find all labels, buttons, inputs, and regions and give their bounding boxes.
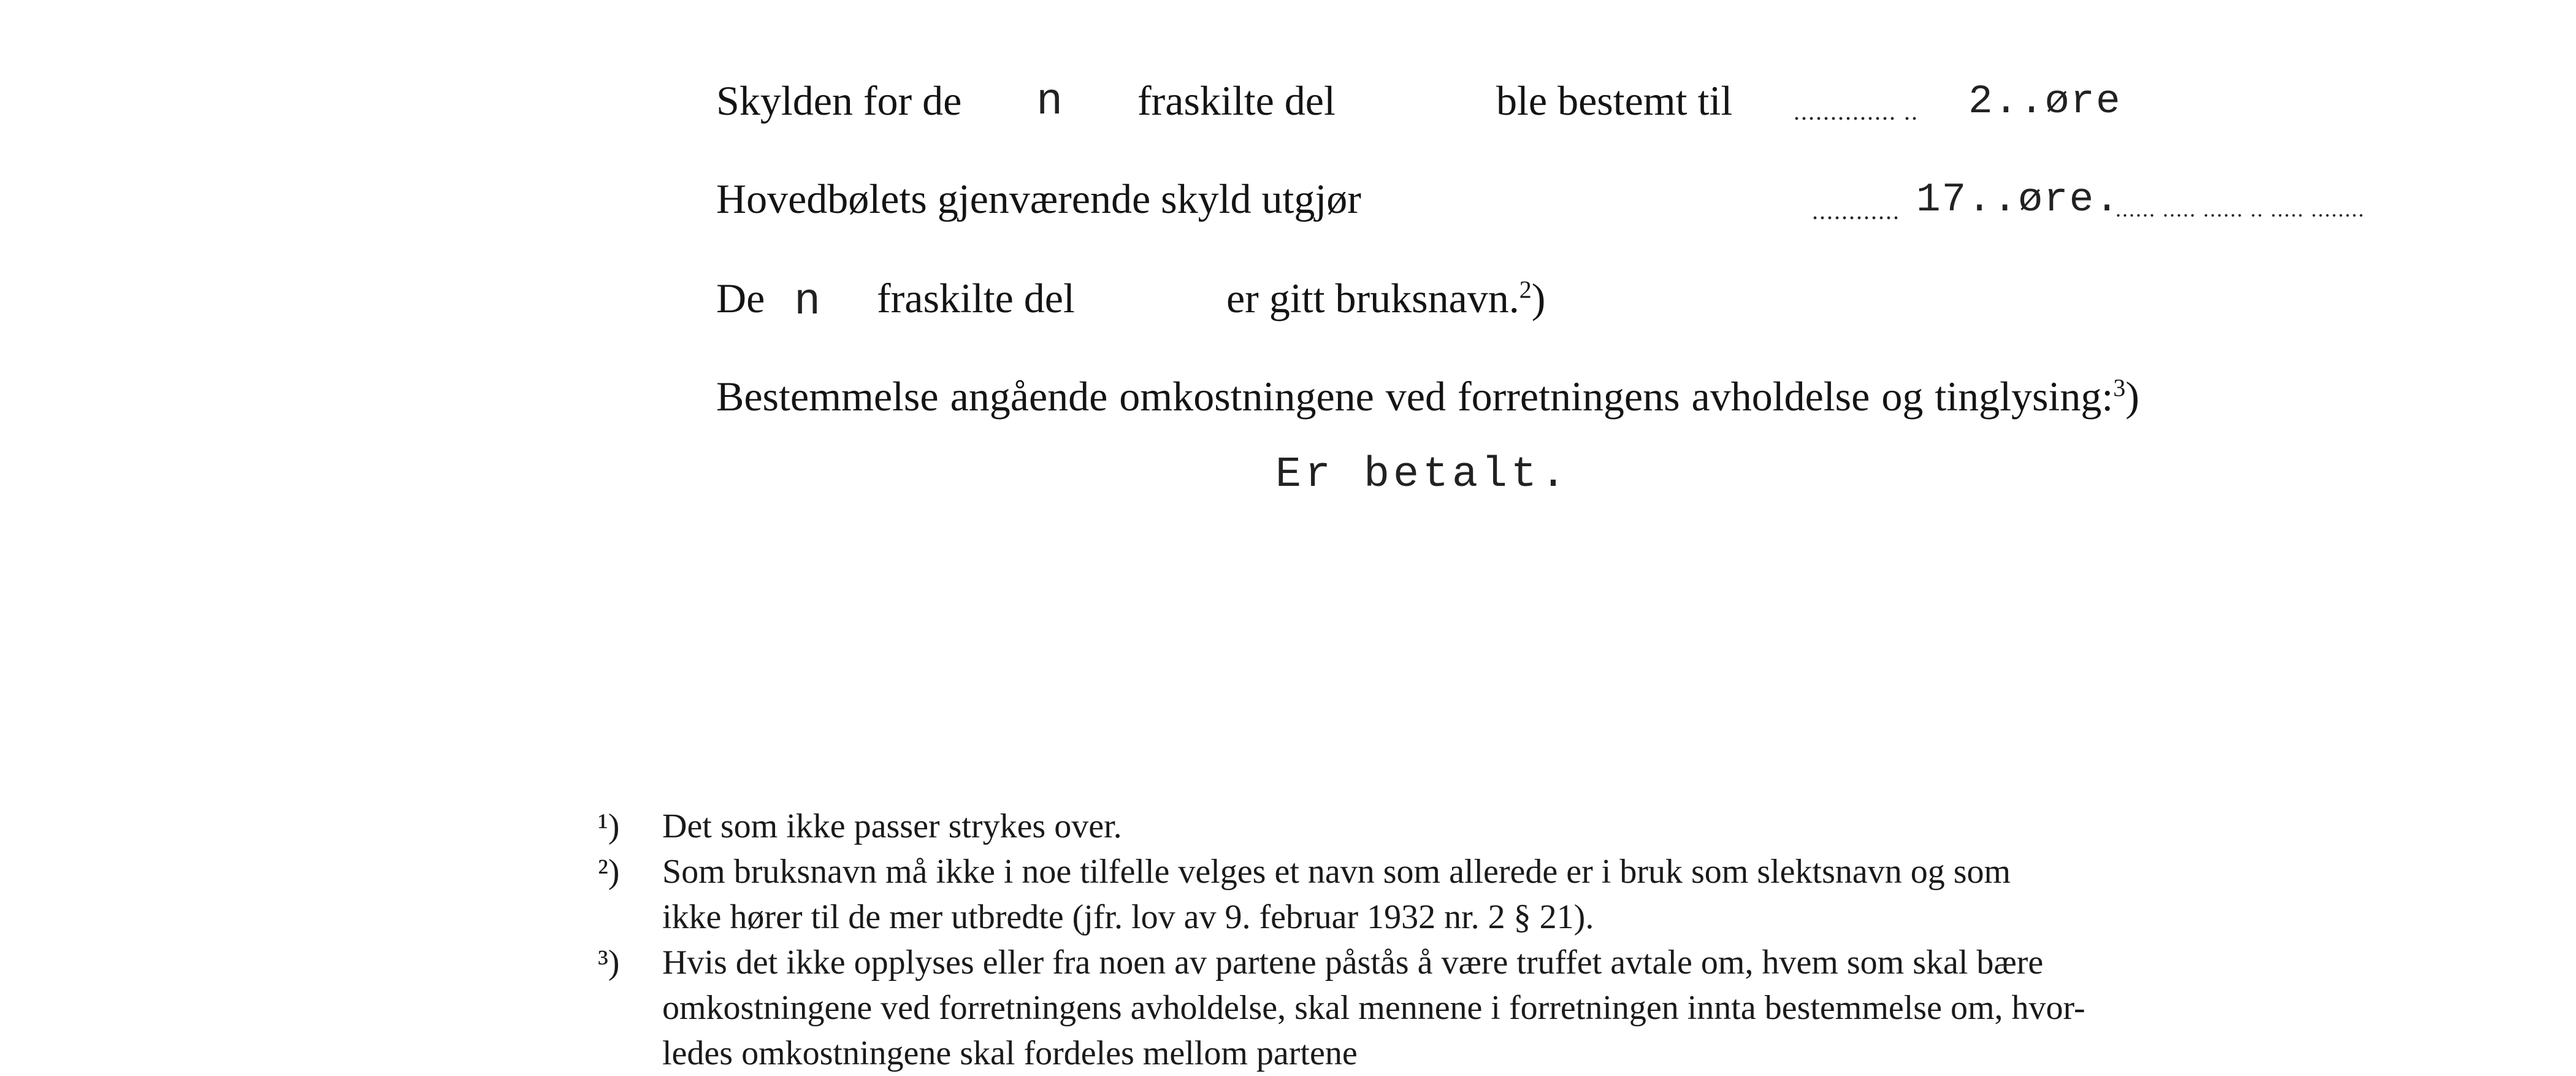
footnote-reference: 3 — [2113, 374, 2126, 402]
label-de: De — [716, 275, 765, 321]
dotted-leader: ............ — [1812, 197, 1900, 225]
footnote-text: Hvis det ikke opplyses eller fra noen av partene påstås å være truffet avtale om, hvem som skal bære — [662, 943, 2044, 982]
label-skylden-for-de: Skylden for de — [716, 77, 962, 124]
footnote-mark: ³) — [598, 943, 620, 982]
footnote-text: Det som ikke passer strykes over. — [662, 807, 1122, 845]
footnote-text: ledes omkostningene skal fordeles mellom partene — [662, 1034, 1358, 1072]
dotted-leader: .............. .. — [1794, 98, 1919, 125]
footnote-text: Som bruksnavn må ikke i noe tilfelle velges et navn som allerede er i bruk som slektsnavn og som — [662, 853, 2011, 891]
typed-remaining-value: 17..øre. — [1916, 177, 2120, 223]
typed-share-value: 2..øre — [1968, 79, 2122, 125]
label-ble-bestemt-til: ble bestemt til — [1496, 77, 1733, 124]
footnote-text: ikke hører til de mer utbredte (jfr. lov av 9. februar 1932 nr. 2 § 21). — [662, 898, 1594, 936]
footnote-text: omkostningene ved forretningens avholdelse, skal mennene i forretningen innta bestemmelse om, hvor- — [662, 989, 2085, 1027]
footnote-mark: ²) — [598, 853, 620, 891]
label-er-gitt-bruksnavn: er gitt bruksnavn.$^2$) — [1226, 275, 1546, 321]
typed-fill-n: n — [794, 277, 822, 327]
typed-fill-n: n — [1036, 77, 1064, 127]
footnote-mark: ¹) — [598, 807, 620, 845]
typed-answer: Er betalt. — [1275, 451, 1570, 499]
label-hovedbolets-skyld: Hovedbølets gjenværende skyld utgjør — [716, 175, 1361, 222]
label-fraskilte-del: fraskilte del — [1137, 77, 1336, 124]
dotted-leader: ...... ..... ...... .. ..... ........ — [2115, 197, 2365, 221]
label-bestemmelse-omkostninger: Bestemmelse angående omkostningene ved forretningens avholdelse og tinglysing:$^3$) — [716, 373, 2139, 420]
label-fraskilte-del: fraskilte del — [877, 275, 1075, 321]
footnote-reference: 2 — [1519, 275, 1532, 304]
